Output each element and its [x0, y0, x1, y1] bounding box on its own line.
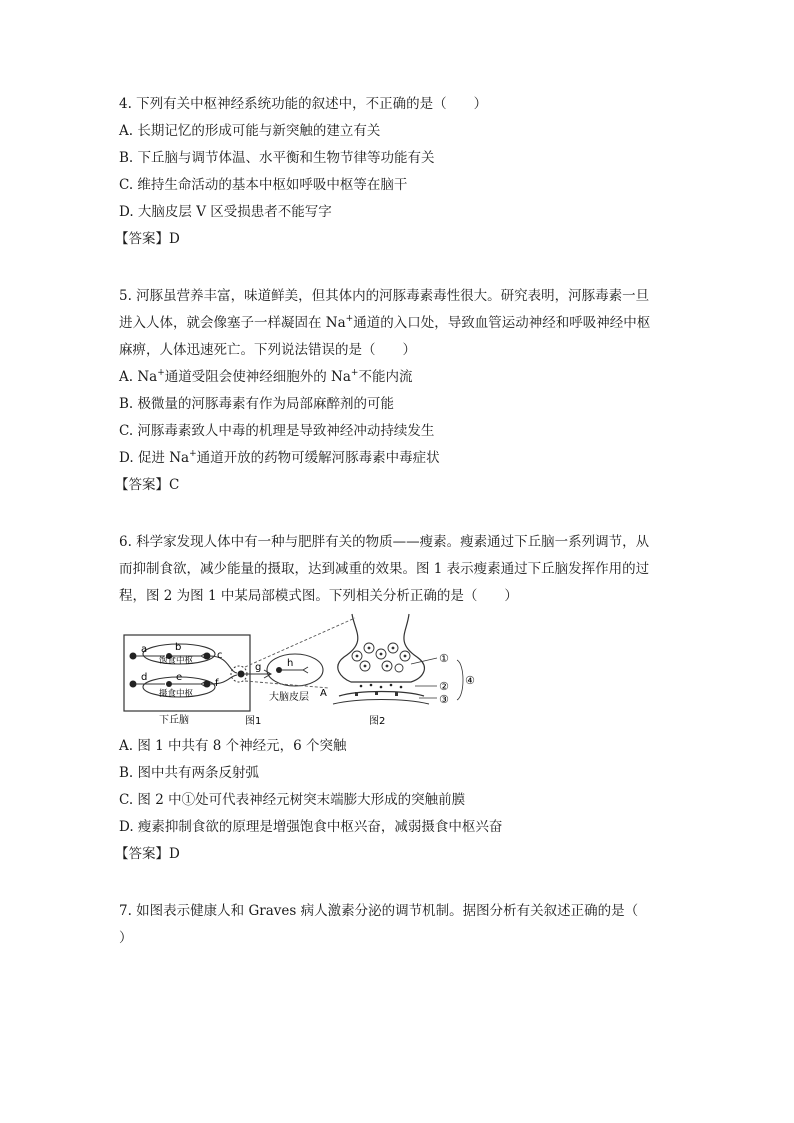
q5-stem-line3: 麻痹，人体迅速死亡。下列说法错误的是（ ）	[119, 342, 416, 358]
q4-option-d: D. 大脑皮层 V 区受损患者不能写字	[119, 204, 332, 220]
label-h: h	[287, 658, 294, 669]
neuron-h-body	[276, 667, 282, 673]
label-g: g	[255, 662, 262, 673]
q4-option-c: C. 维持生命活动的基本中枢如呼吸中枢等在脑干	[119, 177, 408, 193]
q4-option-b: B. 下丘脑与调节体温、水平衡和生物节律等功能有关	[119, 150, 435, 166]
q6-figure	[119, 612, 539, 734]
q6-option-a: A. 图 1 中共有 8 个神经元，6 个突触	[119, 738, 347, 754]
label-a: a	[141, 644, 148, 655]
label-cortex: 大脑皮层	[269, 692, 309, 703]
neuron-c-body	[204, 653, 211, 660]
label-circle-1: ①	[439, 652, 449, 665]
q5-option-b: B. 极微量的河豚毒素有作为局部麻醉剂的可能	[119, 396, 395, 412]
q6-answer: 【答案】D	[115, 846, 180, 862]
q6-stem-line2: 而抑制食欲，减少能量的摄取，达到减重的效果。图 1 表示瘦素通过下丘脑发挥作用的过	[119, 561, 650, 577]
q6-option-b: B. 图中共有两条反射弧	[119, 765, 260, 781]
label-feeding-center: 摄食中枢	[159, 689, 194, 699]
q5-option-d: D. 促进 Na+通道开放的药物可缓解河豚毒素中毒症状	[119, 448, 440, 466]
postsynaptic-membrane	[339, 692, 424, 697]
q5-stem-line1: 5. 河豚虽营养丰富，味道鲜美，但其体内的河豚毒素毒性很大。研究表明，河豚毒素一旦	[119, 288, 650, 304]
neuron-g-body	[238, 671, 245, 678]
q4-stem: 4. 下列有关中枢神经系统功能的叙述中，不正确的是（ ）	[119, 96, 488, 112]
label-hypothalamus: 下丘脑	[159, 715, 189, 726]
label-A: A	[320, 688, 327, 699]
neuron-d-body	[130, 681, 137, 688]
synaptic-vesicles	[352, 643, 410, 672]
q6-option-c: C. 图 2 中①处可代表神经元树突末端膨大形成的突触前膜	[119, 792, 466, 808]
q4-answer: 【答案】D	[115, 231, 180, 247]
q4-option-a: A. 长期记忆的形成可能与新突触的建立有关	[119, 123, 381, 139]
neuron-f-body	[204, 681, 211, 688]
label-satiety-center: 饱食中枢	[159, 656, 194, 666]
q6-option-d: D. 瘦素抑制食欲的原理是增强饱食中枢兴奋，减弱摄食中枢兴奋	[119, 819, 503, 835]
q7-stem-line1: 7. 如图表示健康人和 Graves 病人激素分泌的调节机制。据图分析有关叙述正确的是（	[119, 903, 639, 919]
label-fig2: 图2	[369, 716, 386, 727]
q5-answer: 【答案】C	[115, 477, 180, 493]
presynaptic-terminal	[338, 614, 425, 682]
label-d: d	[141, 672, 148, 683]
label-c: c	[217, 650, 223, 661]
q7-stem-line2: ）	[119, 930, 133, 946]
label-e: e	[176, 672, 183, 683]
q5-option-c: C. 河豚毒素致人中毒的机理是导致神经冲动持续发生	[119, 423, 435, 439]
label-circle-3: ③	[439, 693, 449, 706]
q6-stem-line3: 程，图 2 为图 1 中某局部模式图。下列相关分析正确的是（ ）	[119, 588, 518, 604]
q5-stem-line2: 进入人体，就会像塞子一样凝固在 Na+通道的入口处，导致血管运动神经和呼吸神经中枢	[119, 313, 651, 331]
label-fig1: 图1	[245, 716, 262, 727]
label-b: b	[175, 642, 182, 653]
q5-option-a: A. Na+通道受阻会使神经细胞外的 Na+不能内流	[119, 367, 413, 385]
label-circle-2: ②	[439, 680, 449, 693]
label-circle-4: ④	[465, 674, 475, 687]
q6-stem-line1: 6. 科学家发现人体中有一种与肥胖有关的物质——瘦素。瘦素通过下丘脑一系列调节，从	[119, 534, 650, 550]
label-f: f	[215, 678, 219, 689]
neuron-a-body	[130, 653, 137, 660]
neuron-e-body	[166, 681, 172, 687]
